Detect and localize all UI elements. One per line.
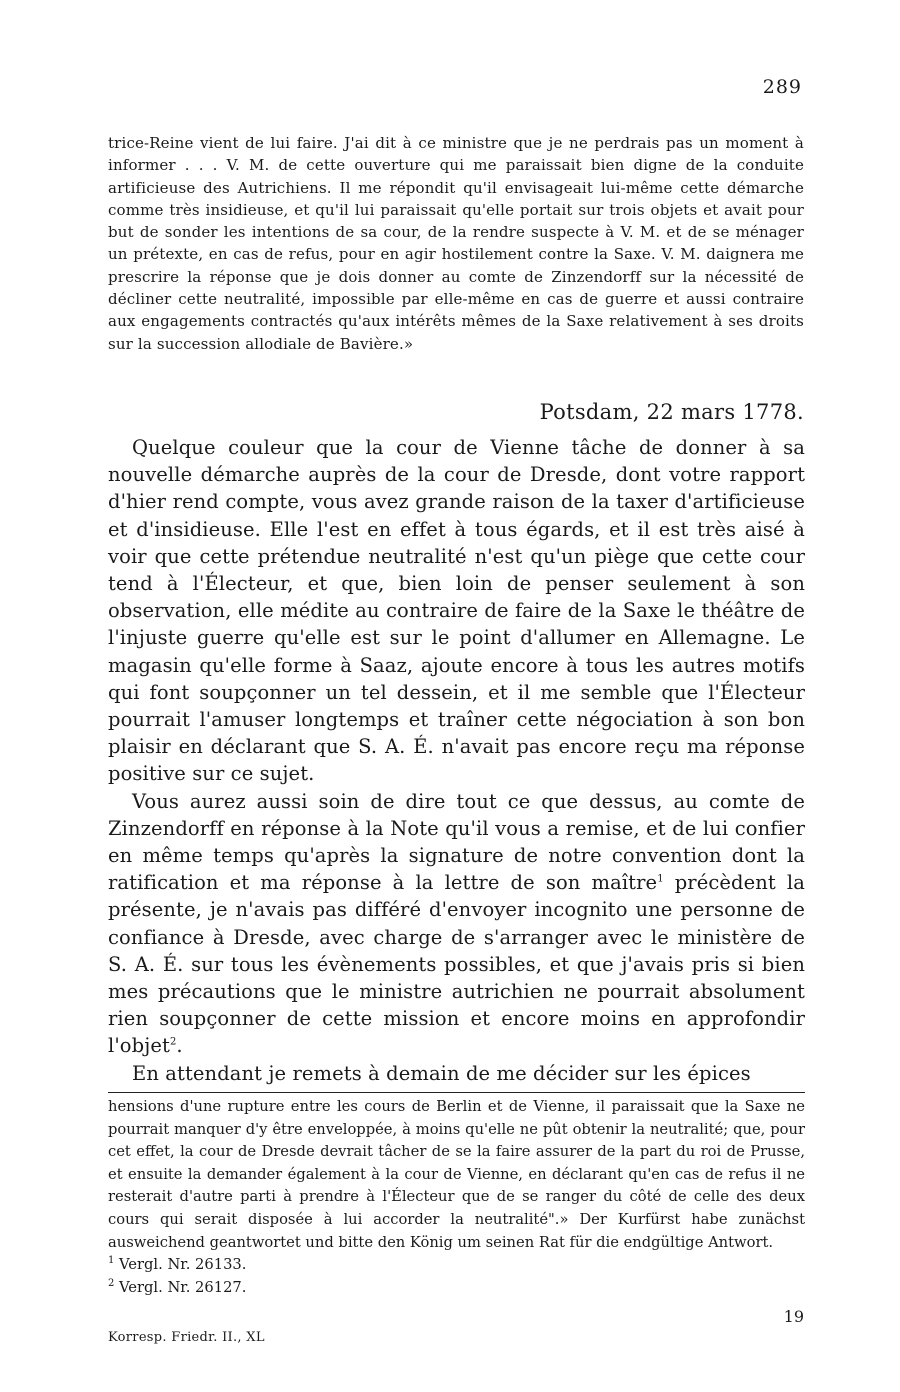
body-paragraph-2-part-a: Vous aurez aussi soin de dire tout ce que dessus, au comte de Zinzendorff en réponse à la Note qu'il vous a remise, et de lui confier en même temps qu'après la signature de notre convention dont la ratification et ma réponse à la lettre de son maître (108, 789, 805, 895)
dateline: Potsdam, 22 mars 1778. (539, 400, 804, 424)
body-paragraph-2 (108, 788, 805, 1060)
footnote-reference-2: 2 (169, 1036, 177, 1048)
footnote-2 (108, 1277, 805, 1300)
footnote-continuation: hensions d'une rupture entre les cours de Berlin et de Vienne, il paraissait que la Saxe ne pourrait manquer d'y être enveloppée, à moins qu'elle ne pût obtenir la neutralité; que, pour cet effet, la cour de Dresde devrait tâcher de se la faire assurer de la part du roi de Prusse, et ensuite la demander également à la cour de Vienne, en déclarant qu'en cas de refus il ne resterait d'autre parti à prendre à l'Électeur que de se ranger du côté de celle des deux cours qui serait disposée à lui accorder la neutralité".» Der Kurfürst habe zunächst ausweichend geantwortet und bitte den König um seinen Rat für die endgültige Antwort. (108, 1098, 805, 1251)
quoted-report-text: trice-Reine vient de lui faire. J'ai dit à ce ministre que je ne perdrais pas un moment à informer . . . V. M. de cette ouverture qui me paraissait bien digne de la conduite artificieuse des Autrichiens. Il me répondit qu'il envisageait lui-même cette démarche comme très insidieuse, et qu'il lui paraissait qu'elle portait sur trois objets et avait pour but de sonder les intentions de sa cour, de la rendre suspecte à V. M. et de se ménager un prétexte, en cas de refus, pour en agir hostilement contre la Saxe. V. M. daignera me prescrire la réponse que je dois donner au comte de Zinzendorff sur la nécessité de décliner cette neutralité, impossible par elle-même en cas de guerre et aussi contraire aux engagements contractés qu'aux intérêts mêmes de la Saxe relativement à ses droits sur la succession allodiale de Bavière.» (108, 134, 804, 353)
quoted-report (108, 132, 804, 355)
footnote-1-text: Vergl. Nr. 26133. (114, 1256, 247, 1274)
footnote-1 (108, 1254, 805, 1277)
footnote-reference-1: 1 (657, 873, 664, 885)
footnote-1-mark: 1 (108, 1255, 115, 1267)
body-paragraph-2-part-b: précèdent la présente, je n'avais pas différé d'envoyer incognito une personne de confiance à Dresde, avec charge de s'arranger avec le ministère de S. A. É. sur tous les évènements possibles, et que j'avais pris si bien mes précautions que le ministre autrichien ne pourrait absolument rien soupçonner de cette mission et encore moins en approfondir l'objet (108, 871, 805, 1058)
body-paragraph-1: Quelque couleur que la cour de Vienne tâche de donner à sa nouvelle démarche auprès de la cour de Dresde, dont votre rapport d'hier rend compte, vous avez grande raison de la taxer d'artificieuse et d'insidieuse. Elle l'est en effet à tous égards, et il est très aisé à voir que cette prétendue neutralité n'est qu'un piège que cette cour tend à l'Électeur, et que, bien loin de penser seulement à son observation, elle médite au contraire de faire de la Saxe le théâtre de l'injuste guerre qu'elle est sur le point d'allumer en Allemagne. Le magasin qu'elle forme à Saaz, ajoute encore à tous les autres motifs qui font soupçonner un tel dessein, et il me semble que l'Électeur pourrait l'amuser longtemps et traîner cette négociation à son bon plaisir en déclarant que S. A. É. n'avait pas encore reçu ma réponse positive sur ce sujet. (108, 436, 805, 786)
page-number: 289 (762, 76, 802, 98)
letter-body (108, 434, 805, 1087)
signature-mark: 19 (783, 1307, 804, 1326)
footnote-2-mark: 2 (108, 1277, 115, 1289)
source-line: Korresp. Friedr. II., XL (108, 1330, 265, 1345)
footnotes (108, 1096, 805, 1299)
body-paragraph-3: En attendant je remets à demain de me décider sur les épices (132, 1061, 751, 1085)
footnote-2-text: Vergl. Nr. 26127. (114, 1278, 247, 1296)
footnote-divider (108, 1092, 805, 1093)
body-paragraph-2-part-c: . (176, 1034, 183, 1058)
